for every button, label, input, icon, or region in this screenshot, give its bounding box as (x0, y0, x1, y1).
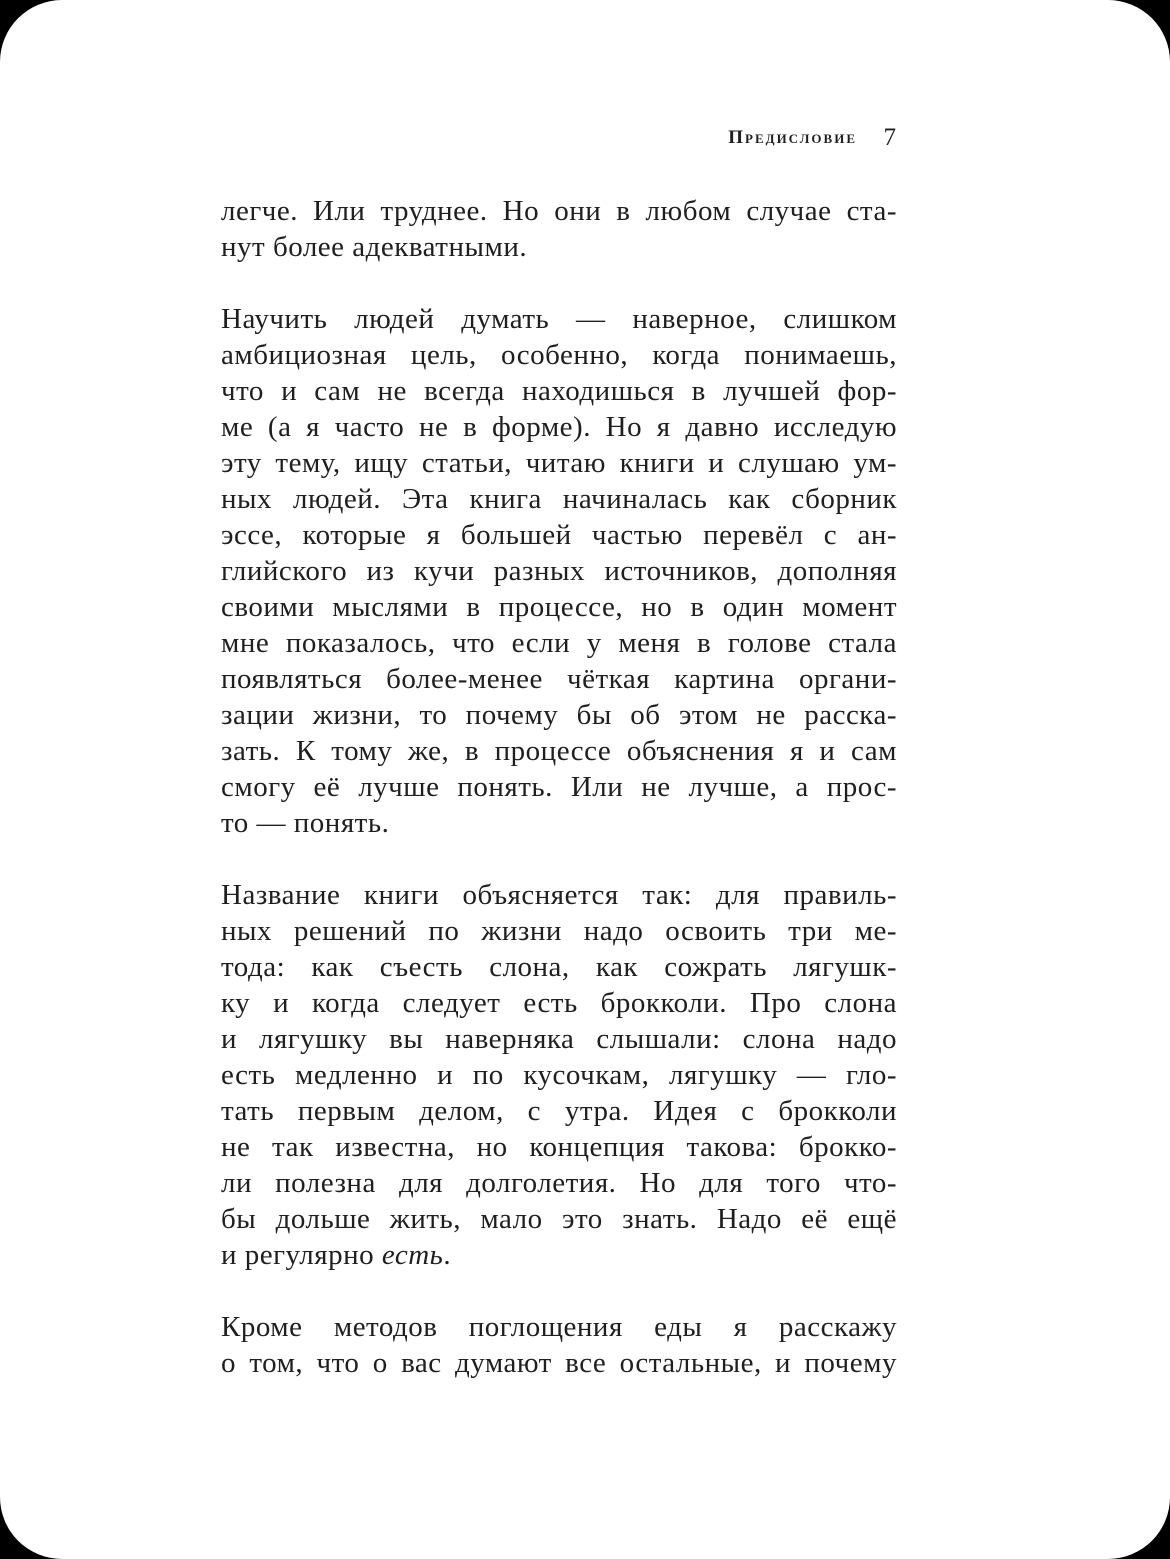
text-line: есть медленно и по кусочкам, лягушку — гло- (221, 1059, 897, 1091)
text-run: . (443, 1239, 452, 1271)
text-line: бы дольше жить, мало это знать. Надо её ещё (221, 1203, 897, 1235)
text-line: и лягушку вы наверняка слышали: слона надо (221, 1023, 897, 1055)
paragraph-1 (221, 193, 897, 265)
text-line: Научить людей думать — наверное, слишком (221, 303, 897, 335)
italic-emphasis: есть (381, 1239, 444, 1271)
text-line: легче. Или труднее. Но они в любом случае ста- (221, 195, 897, 227)
text-line: Кроме методов поглощения еды я расскажу (221, 1311, 897, 1343)
paragraph-4 (221, 1309, 897, 1381)
text-line: тать первым делом, с утра. Идея с брокколи (221, 1095, 897, 1127)
page-number: 7 (883, 124, 896, 151)
text-line: ных людей. Эта книга начиналась как сборник (221, 483, 897, 515)
text-line: то — понять. (221, 807, 390, 839)
text-line: ме (а я часто не в форме). Но я давно исследую (221, 411, 897, 443)
body-text (221, 193, 897, 1417)
text-line: ных решений по жизни надо освоить три ме- (221, 915, 897, 947)
text-run: и регулярно (221, 1239, 382, 1271)
text-line: глийского из кучи разных источников, дополняя (221, 555, 897, 587)
text-line: появляться более-менее чёткая картина органи- (221, 663, 897, 695)
paragraph-3 (221, 877, 897, 1273)
text-line: своими мыслями в процессе, но в один момент (221, 591, 897, 623)
text-line: тода: как съесть слона, как сожрать лягушк- (221, 951, 897, 983)
paragraph-2 (221, 301, 897, 841)
text-line: Название книги объясняется так: для правиль- (221, 879, 897, 911)
text-line: что и сам не всегда находишься в лучшей фор- (221, 375, 897, 407)
chapter-title: Предисловие (728, 127, 857, 148)
text-line: зать. К тому же, в процессе объяснения я и сам (221, 735, 897, 767)
text-line: зации жизни, то почему бы об этом не расска- (221, 699, 897, 731)
text-line: эту тему, ищу статьи, читаю книги и слушаю ум- (221, 447, 897, 479)
text-line: смогу её лучше понять. Или не лучше, а прос- (221, 771, 897, 803)
text-line: ку и когда следует есть брокколи. Про слона (221, 987, 897, 1019)
text-line: ли полезна для долголетия. Но для того что- (221, 1167, 897, 1199)
running-header (600, 124, 898, 154)
text-line: о том, что о вас думают все остальные, и почему (221, 1347, 897, 1379)
text-line: мне показалось, что если у меня в голове стала (221, 627, 897, 659)
text-line: эссе, которые я большей частью перевёл с ан- (221, 519, 897, 551)
text-line: нут более адекватными. (221, 231, 528, 263)
text-line-with-emphasis (221, 1237, 897, 1273)
text-line: амбициозная цель, особенно, когда понимаешь, (221, 339, 897, 371)
text-line: не так известна, но концепция такова: брокко- (221, 1131, 897, 1163)
